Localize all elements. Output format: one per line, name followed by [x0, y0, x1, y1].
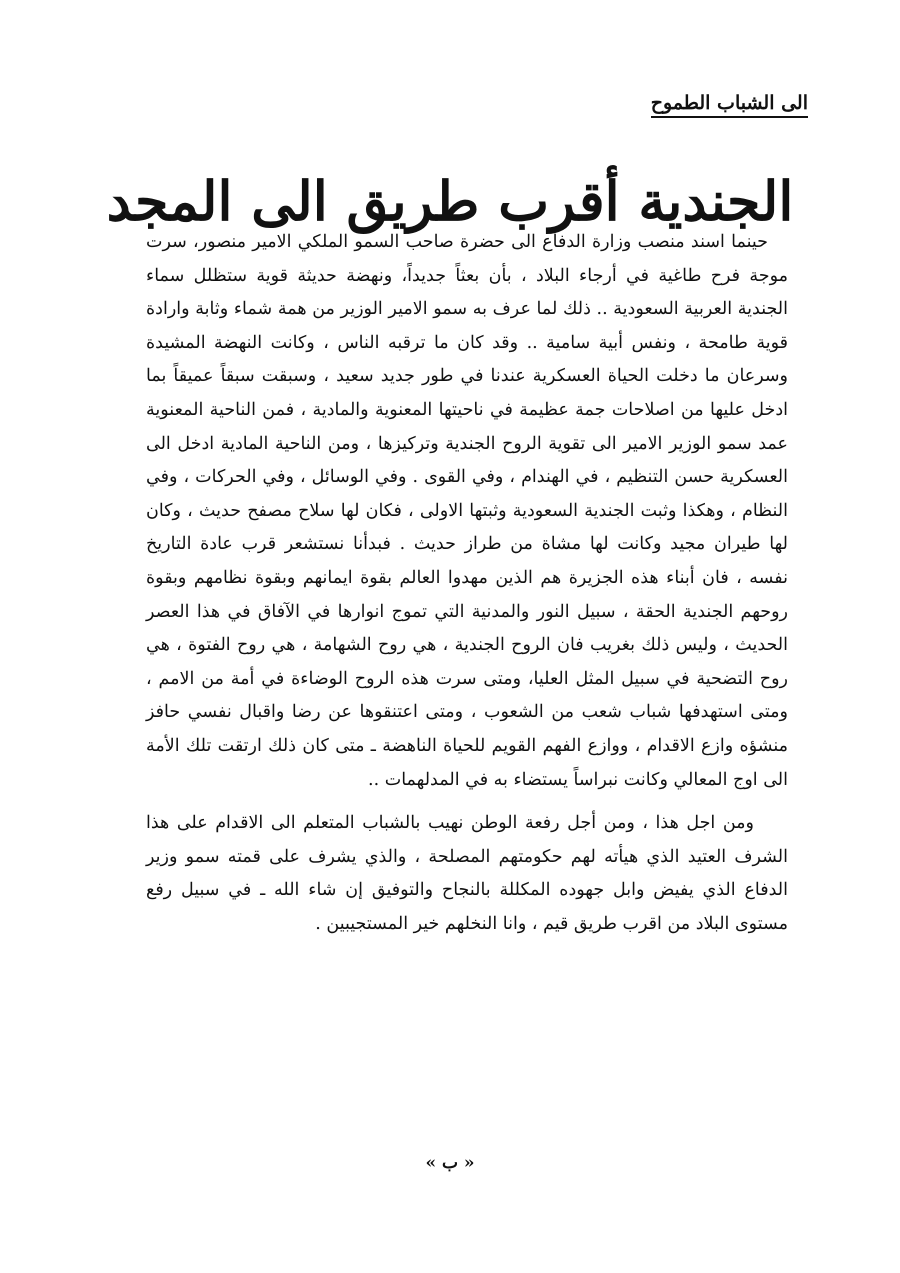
article-title: الجندية أقرب طريق الى المجد: [106, 169, 794, 234]
article-paragraph-2: ومن اجل هذا ، ومن أجل رفعة الوطن نهيب بالشباب المتعلم الى الاقدام على هذا الشرف العتيد الذي هيأته لهم حكومتهم المصلحة ، والذي يشرف على قمته سمو وزير الدفاع الذي يفيض وابل جهوده المكللة بالنجاح والتوفيق إن شاء الله ـ في سبيل رفع مستوى البلاد من اقرب طريق قيم ، وانا النخلهم خير المستجيبين .: [146, 813, 788, 934]
article-paragraph-1: حينما اسند منصب وزارة الدفاع الى حضرة صاحب السمو الملكي الامير منصور، سرت موجة فرح طاغية في أرجاء البلاد ، بأن بعثاً جديداً، ونهضة حديثة قوية ستظلل سماء الجندية العربية السعودية .. ذلك لما عرف به سمو الامير الوزير من همة شماء وثابة وارادة قوية طامحة ، ونفس أبية سامية .. وقد كان ما ترقبه الناس ، وكانت النهضة المشيدة وسرعان ما دخلت الحياة العسكرية عندنا في طور جديد سعيد ، وسبقت سبقاً عميقاً بما ادخل عليها من اصلاحات جمة عظيمة في ناحيتها المعنوية والمادية ، فمن الناحية المعنوية عمد سمو الوزير الامير الى تقوية الروح الجندية وتركيزها ، ومن الناحية المادية ادخل الى العسكرية حسن التنظيم ، في الهندام ، وفي القوى . وفي الوسائل ، وفي الحركات ، وفي النظام ، وهكذا وثبت الجندية السعودية وثبتها الاولى ، فكان لها سلاح مصفح حديث ، وكان لها طيران مجيد وكانت لها مشاة من طراز حديث . فبدأنا نستشعر قرب عادة التاريخ نفسه ، فان أبناء هذه الجزيرة هم الذين مهدوا العالم بقوة ايمانهم وبقوة نظامهم وبقوة روحهم الجندية الحقة ، سبيل النور والمدنية التي تموج انوارها في الآفاق في هذا العصر الحديث ، وليس ذلك بغريب فان الروح الجندية ، هي روح الشهامة ، هي روح الفتوة ، هي روح التضحية في سبيل المثل العليا، ومتى سرت هذه الروح الوضاءة في أمة من الامم ، ومتى استهدفها شباب شعب من الشعوب ، ومتى اعتنقوها عن رضا واقبال نفسي حافز منشؤه وازع الاقدام ، ووازع الفهم القويم للحياة الناهضة ـ متى كان ذلك ارتقت تلك الأمة الى اوج المعالي وكانت نبراساً يستضاء به في المدلهمات ..: [146, 232, 788, 790]
page-marker: « ب »: [425, 1153, 475, 1173]
article-body: [146, 226, 788, 941]
header-dedication: الى الشباب الطموح: [651, 92, 808, 118]
